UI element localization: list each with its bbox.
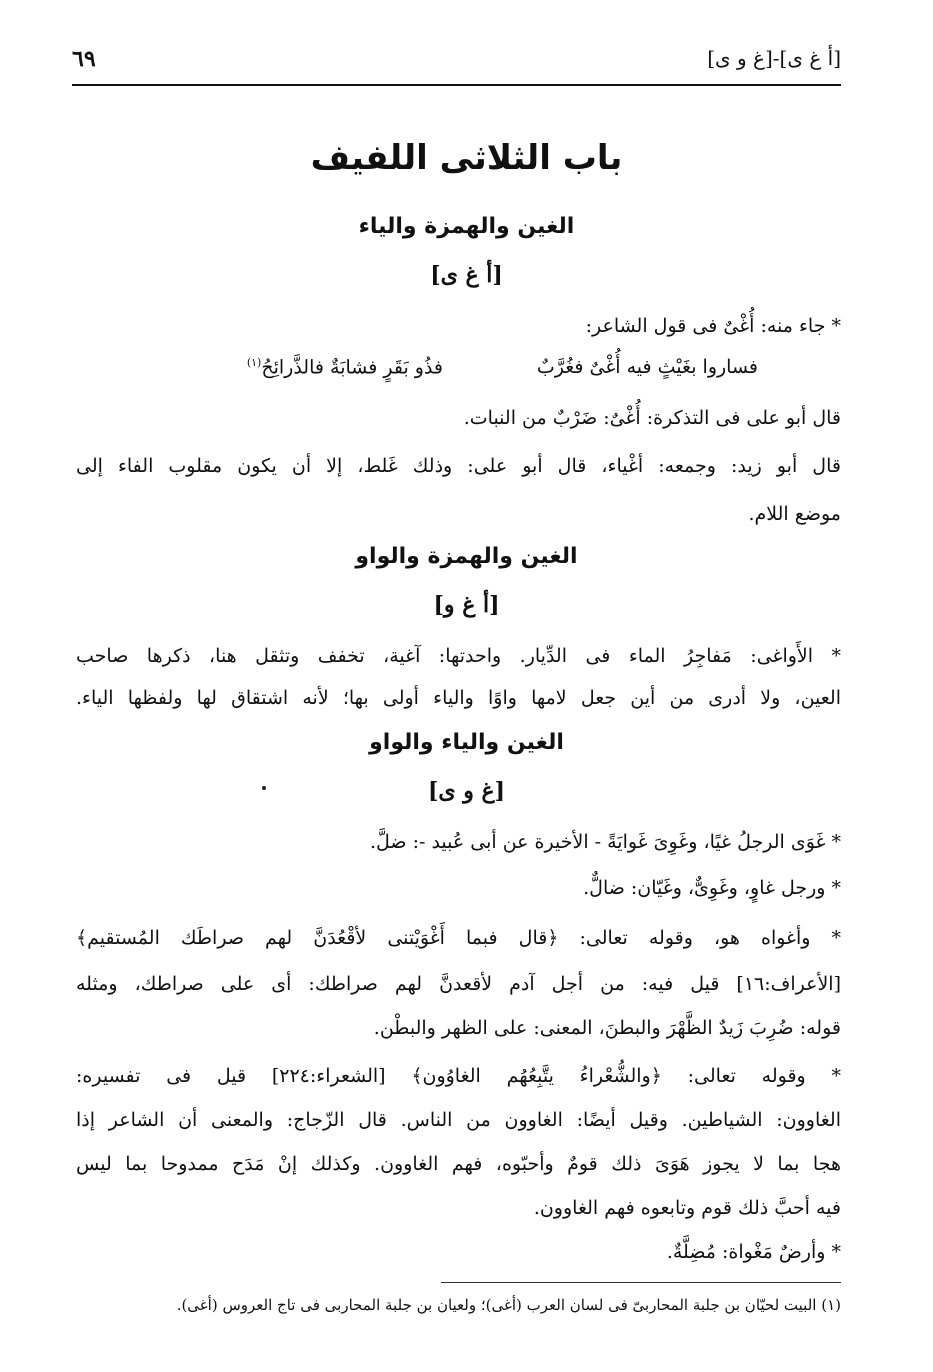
root-label-2: [أ غ و] [433, 592, 500, 618]
text-line-10: * وأغواه هو، وقوله تعالى: ﴿قال فبما أَغْوَيْتنى لأقْعُدَنَّ لهم صراطَك المُستقيم﴾ [76, 927, 841, 949]
verse-hemistich-first: فساروا بغَيْثٍ فيه أُغْىٌ فغُرَّبٌ [536, 356, 758, 378]
page-number: ٦٩ [72, 46, 96, 72]
running-header [72, 40, 841, 86]
ink-dot [262, 786, 266, 790]
footnote-rule [441, 1282, 841, 1283]
section-title-1: الغين والهمزة والياء [358, 214, 575, 239]
text-line-16: فيه أحبَّ ذلك قوم وتابعوه فهم الغاوون. [533, 1197, 841, 1219]
section-title-3: الغين والياء والواو [369, 730, 564, 755]
running-title: [أ غ ى]-[غ و ى] [707, 46, 841, 70]
text-line-7: العين، ولا أدرى من أين جعل لامها واوًا والياء أولى بها؛ لأنه اشتقاق لها ولفظها الياء. [76, 687, 841, 709]
verse-hemistich-second [247, 356, 443, 378]
chapter-title: باب الثلاثى اللفيف [310, 138, 623, 178]
text-line-8: * غَوَى الرجلُ غيًا، وغَوِىَ غَوايَةً - الأخيرة عن أبى عُبيد -: ضلَّ. [370, 831, 841, 853]
text-line-12: قوله: ضُرِبَ زَيدٌ الظَّهْرَ والبطنَ، المعنى: على الظهر والبطْن. [373, 1017, 841, 1039]
text-line-9: * ورجل غاوٍ، وغَوِىٌّ، وغَيّان: ضالٌّ. [583, 877, 841, 899]
section-title-2: الغين والهمزة والواو [355, 544, 578, 569]
text-line-3: قال أبو على فى التذكرة: أُغْىٌ: ضَرْبٌ من النبات. [463, 407, 841, 429]
text-line-6: * الأَواغى: مَفاجِرُ الماء فى الدِّيار. واحدتها: آغية، تخفف وتثقل هنا، ذكرها صاحب [76, 645, 841, 667]
text-line-1: * جاء منه: أُغْىٌ فى قول الشاعر: [585, 315, 841, 337]
text-line-14: الغاوون: الشياطين. وقيل أيضًا: الغاوون من الناس. قال الزّجاج: والمعنى أن الشاعر إذا [76, 1109, 841, 1131]
root-label-3: [غ و ى] [427, 778, 506, 804]
text-line-17: * وأرضٌ مَغْواة: مُضِلَّةٌ. [666, 1241, 841, 1263]
text-line-11: [الأعراف:١٦] قيل فيه: من أجل آدم لأقعدنَّ لهم صراطك: أى على صراطك، ومثله [76, 973, 841, 995]
text-line-15: هجا بما لا يجوز هَوَىَ ذلك قومٌ وأحبّوه، فهم الغاوون. وكذلك إنْ مَدَح ممدوحا بما ليس [76, 1153, 842, 1175]
text-line-4: قال أبو زيد: وجمعه: أغْياء، قال أبو على: وذلك غَلط، إلا أن يكون مقلوب الفاء إلى [76, 455, 841, 477]
root-label-1: [أ غ ى] [430, 262, 503, 288]
footnote-reference: (١) [246, 356, 262, 369]
verse-second-text: فذُو بَقَرٍ فشابَةٌ فالذَّرائِحُ [261, 356, 443, 379]
text-line-13: * وقوله تعالى: ﴿والشُّعْراءُ يتَّبِعُهُم الغاوُون﴾ [الشعراء:٢٢٤] قيل فى تفسيره: [76, 1065, 841, 1087]
text-line-5: موضع اللام. [748, 503, 841, 525]
footnote-text: (١) البيت لحيّان بن جلبة المحاربىّ فى لسان العرب (أغى)؛ ولعيان بن جلبة المحاربى فى تاج العروس (أغى). [176, 1296, 841, 1314]
